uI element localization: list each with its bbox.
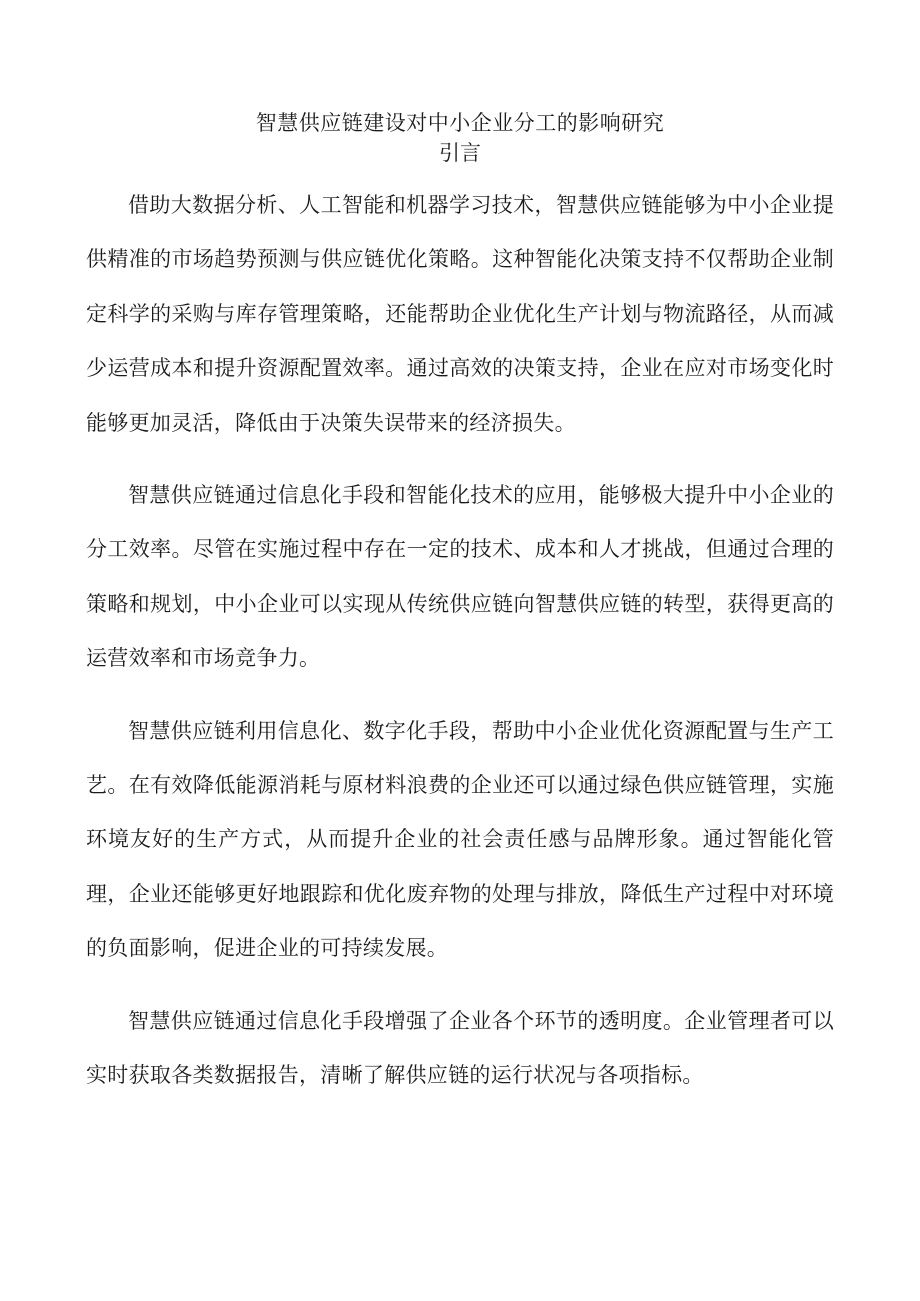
document-title: 智慧供应链建设对中小企业分工的影响研究 — [255, 111, 665, 135]
section-heading-introduction: 引言 — [439, 141, 481, 165]
paragraph-2: 智慧供应链通过信息化手段和智能化技术的应用，能够极大提升中小企业的分工效率。尽管在实施过程中存在一定的技术、成本和人才挑战，但通过合理的策略和规划，中小企业可以实现从传统供应链向智慧供应链的转型，获得更高的运营效率和市场竞争力。 — [86, 483, 834, 671]
paragraph-3: 智慧供应链利用信息化、数字化手段，帮助中小企业优化资源配置与生产工艺。在有效降低能源消耗与原材料浪费的企业还可以通过绿色供应链管理，实施环境友好的生产方式，从而提升企业的社会责任感与品牌形象。通过智能化管理，企业还能够更好地跟踪和优化废弃物的处理与排放，降低生产过程中对环境的负面影响，促进企业的可持续发展。 — [86, 718, 834, 961]
paragraph-4: 智慧供应链通过信息化手段增强了企业各个环节的透明度。企业管理者可以实时获取各类数据报告，清晰了解供应链的运行状况与各项指标。 — [86, 1008, 834, 1088]
paragraph-1: 借助大数据分析、人工智能和机器学习技术，智慧供应链能够为中小企业提供精准的市场趋势预测与供应链优化策略。这种智能化决策支持不仅帮助企业制定科学的采购与库存管理策略，还能帮助企业优化生产计划与物流路径，从而减少运营成本和提升资源配置效率。通过高效的决策支持，企业在应对市场变化时能够更加灵活，降低由于决策失误带来的经济损失。 — [86, 193, 834, 435]
